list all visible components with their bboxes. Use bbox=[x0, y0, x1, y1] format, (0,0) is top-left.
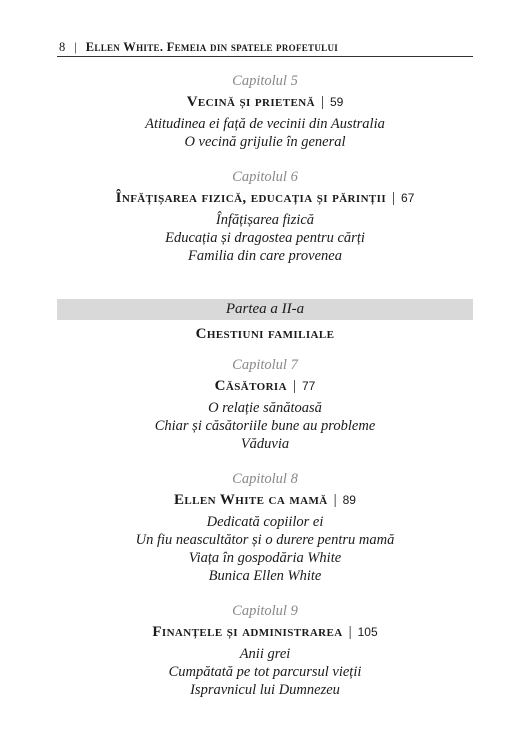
subsection: Chiar și căsătoriile bune au probleme bbox=[154, 418, 376, 434]
page-number: 8 bbox=[59, 40, 66, 54]
subsection: Educația și dragostea pentru cărți bbox=[165, 230, 365, 246]
subsection: Ispravnicul lui Dumnezeu bbox=[190, 682, 340, 698]
chapter-page-number: 89 bbox=[342, 493, 356, 507]
part-title: Chestiuni familiale bbox=[195, 326, 335, 342]
header-separator: | bbox=[74, 40, 77, 54]
title-separator: | bbox=[392, 190, 396, 206]
subsection: Dedicată copiilor ei bbox=[206, 514, 324, 530]
chapter-page-number: 77 bbox=[301, 379, 316, 393]
toc-chapter-8 bbox=[57, 470, 473, 585]
header-rule bbox=[57, 56, 473, 57]
chapter-label: Capitolul 8 bbox=[232, 471, 298, 487]
chapter-page-number: 105 bbox=[357, 625, 378, 639]
subsection: Văduvia bbox=[240, 436, 290, 452]
subsection: Înfățișarea fizică bbox=[215, 212, 315, 228]
chapter-label: Capitolul 7 bbox=[232, 357, 298, 373]
subsection-list bbox=[57, 645, 473, 699]
subsection: O relație sănătoasă bbox=[208, 400, 322, 416]
chapter-title-line bbox=[57, 188, 473, 208]
part-banner: Partea a II-a bbox=[57, 299, 473, 320]
subsection: Viața în gospodăria White bbox=[188, 550, 342, 566]
subsection: Bunica Ellen White bbox=[208, 568, 322, 584]
chapter-page-number: 67 bbox=[401, 191, 415, 205]
chapter-label: Capitolul 9 bbox=[232, 603, 298, 619]
chapter-label: Capitolul 5 bbox=[232, 73, 298, 89]
chapter-title[interactable]: Căsătoria bbox=[214, 378, 287, 394]
subsection: O vecină grijulie în general bbox=[184, 134, 346, 150]
chapter-title[interactable]: Finanțele și administrarea bbox=[152, 624, 343, 640]
title-separator: | bbox=[333, 492, 337, 508]
subsection: Un fiu neascultător și o durere pentru mamă bbox=[135, 532, 395, 548]
chapter-title[interactable]: Vecină și prietenă bbox=[186, 94, 315, 110]
title-separator: | bbox=[348, 624, 352, 640]
subsection-list bbox=[57, 115, 473, 151]
chapter-page-number: 59 bbox=[329, 95, 344, 109]
chapter-title-line bbox=[57, 376, 473, 396]
toc-chapter-6 bbox=[57, 168, 473, 265]
chapter-title-line bbox=[57, 622, 473, 642]
chapter-title[interactable]: Înfățișarea fizică, educația și părinții bbox=[115, 190, 387, 206]
subsection-list bbox=[57, 513, 473, 585]
toc-chapter-9 bbox=[57, 602, 473, 699]
chapter-label: Capitolul 6 bbox=[232, 169, 298, 185]
toc-chapter-7 bbox=[57, 356, 473, 453]
subsection: Cumpătată pe tot parcursul vieții bbox=[168, 664, 362, 680]
chapter-title[interactable]: Ellen White ca mamă bbox=[174, 492, 328, 508]
subsection-list bbox=[57, 399, 473, 453]
chapter-title-line bbox=[57, 490, 473, 510]
subsection: Anii grei bbox=[239, 646, 291, 662]
running-title: Ellen White. Femeia din spatele profetului bbox=[85, 40, 339, 54]
subsection: Atitudinea ei față de vecinii din Australia bbox=[145, 116, 385, 132]
table-of-contents bbox=[57, 72, 473, 716]
chapter-title-line bbox=[57, 92, 473, 112]
running-header bbox=[59, 39, 479, 55]
subsection-list bbox=[57, 211, 473, 265]
toc-chapter-5 bbox=[57, 72, 473, 151]
title-separator: | bbox=[320, 94, 324, 110]
title-separator: | bbox=[292, 378, 296, 394]
subsection: Familia din care provenea bbox=[188, 248, 342, 264]
